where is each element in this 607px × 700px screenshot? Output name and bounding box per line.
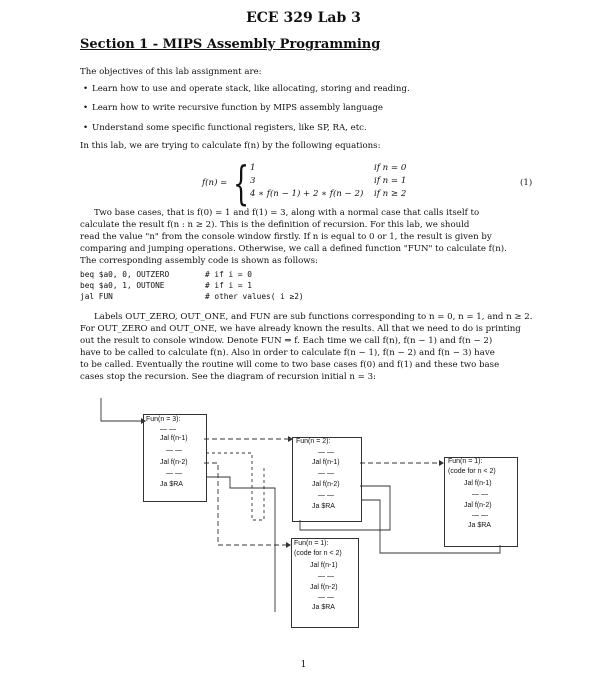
paragraph-line: comparing and jumping operations. Otherwise, we call a defined function "FUN" to calculate f(n).: [80, 244, 507, 254]
box-line: — —: [318, 573, 334, 580]
box-line: — —: [318, 594, 334, 601]
equation-case-cond: if n ≥ 2: [374, 189, 407, 199]
objective-item: • Learn how to write recursive function by MIPS assembly language: [92, 103, 383, 114]
box-line: — —: [472, 512, 488, 519]
code-comment: # if i = 0: [205, 270, 252, 279]
box-line: — —: [472, 491, 488, 498]
paragraph-line: For OUT_ZERO and OUT_ONE, we have already known the results. All that we need to do is printing: [80, 324, 521, 334]
paragraph-line: The corresponding assembly code is shown as follows:: [80, 256, 318, 266]
paragraph-line: out the result to console window. Denote FUN ⇒ f. Each time we call f(n), f(n − 1) and f(n − 2): [80, 336, 493, 346]
paragraph-line: Two base cases, that is f(0) = 1 and f(1) = 3, along with a normal case that calls itself to: [94, 208, 480, 218]
equation-number: (1): [520, 178, 533, 188]
code-comment: # other values( i ≥2): [205, 292, 304, 301]
call-arrow: [204, 463, 289, 545]
section-heading: Section 1 - MIPS Assembly Programming: [80, 37, 381, 52]
box-line: Ja $RA: [468, 522, 491, 529]
objective-item: • Learn how to use and operate stack, like allocating, storing and reading.: [92, 84, 410, 95]
box-line: Ja $RA: [312, 503, 335, 510]
equation-case-expr: 1: [250, 163, 256, 173]
box-line: Jal f(n-1): [310, 562, 338, 569]
box-line: Ja $RA: [312, 604, 335, 611]
box-line: Jal f(n-1): [160, 435, 188, 442]
entry-arrow: [101, 398, 141, 421]
box-header: Fun(n = 1):: [294, 540, 329, 547]
box-subheader: (code for n < 2): [294, 550, 342, 557]
equation-intro: In this lab, we are trying to calculate f(n) by the following equations:: [80, 141, 381, 151]
paragraph-line: calculate the result f(n : n ≥ 2). This is the definition of recursion. For this lab, we should: [80, 220, 470, 230]
paragraph-line: read the value "n" from the console window firstly. If n is equal to 0 or 1, the result is given by: [80, 232, 492, 242]
code-line: jal FUN: [80, 292, 113, 301]
equation-case-expr: 3: [250, 176, 256, 186]
box-line: — —: [318, 492, 334, 499]
box-line: Jal f(n-1): [464, 480, 492, 487]
box-line: Jal f(n-2): [160, 459, 188, 466]
box-header: Fun(n = 1):: [448, 458, 483, 465]
equation-brace: {: [233, 156, 250, 210]
code-line: beq $a0, 0, OUTZERO: [80, 270, 170, 279]
return-line: [207, 477, 275, 612]
box-line: — —: [166, 470, 182, 477]
paragraph-line: have to be called to calculate f(n). Also in order to calculate f(n − 1), f(n − 2) and f(n − 3) have: [80, 348, 495, 358]
objective-item: • Understand some specific functional registers, like SP, RA, etc.: [92, 123, 367, 134]
box-line: Jal f(n-2): [310, 584, 338, 591]
box-header: Fun(n = 2):: [296, 438, 331, 445]
box-line: Ja $RA: [160, 481, 183, 488]
paragraph-line: to be called. Eventually the routine will come to two base cases f(0) and f(1) and these two base: [80, 360, 500, 370]
code-comment: # if i = 1: [205, 281, 252, 290]
box-subheader: (code for n < 2): [448, 468, 496, 475]
objectives-intro: The objectives of this lab assignment are:: [80, 67, 262, 77]
box-header: Fun(n = 3):: [146, 416, 181, 423]
equation-lhs: f(n) =: [202, 178, 228, 188]
page-number: 1: [300, 660, 307, 670]
equation-case-expr: 4 ∗ f(n − 1) + 2 ∗ f(n − 2): [250, 189, 364, 199]
box-line: — —: [318, 470, 334, 477]
lab-title: ECE 329 Lab 3: [246, 10, 361, 26]
box-line: — —: [318, 449, 334, 456]
code-line: beq $a0, 1, OUTONE: [80, 281, 165, 290]
equation-case-cond: if n = 0: [374, 163, 407, 173]
paragraph-line: cases stop the recursion. See the diagram of recursion initial n = 3:: [80, 372, 376, 382]
box-line: Jal f(n-1): [312, 459, 340, 466]
box-line: Jal f(n-2): [312, 481, 340, 488]
equation-case-cond: if n = 1: [374, 176, 407, 186]
box-line: — —: [160, 426, 176, 433]
box-line: Jal f(n-2): [464, 502, 492, 509]
paragraph-line: Labels OUT_ZERO, OUT_ONE, and FUN are sub functions corresponding to n = 0, n = 1, and n ≥ 2.: [94, 312, 533, 322]
box-line: — —: [166, 447, 182, 454]
